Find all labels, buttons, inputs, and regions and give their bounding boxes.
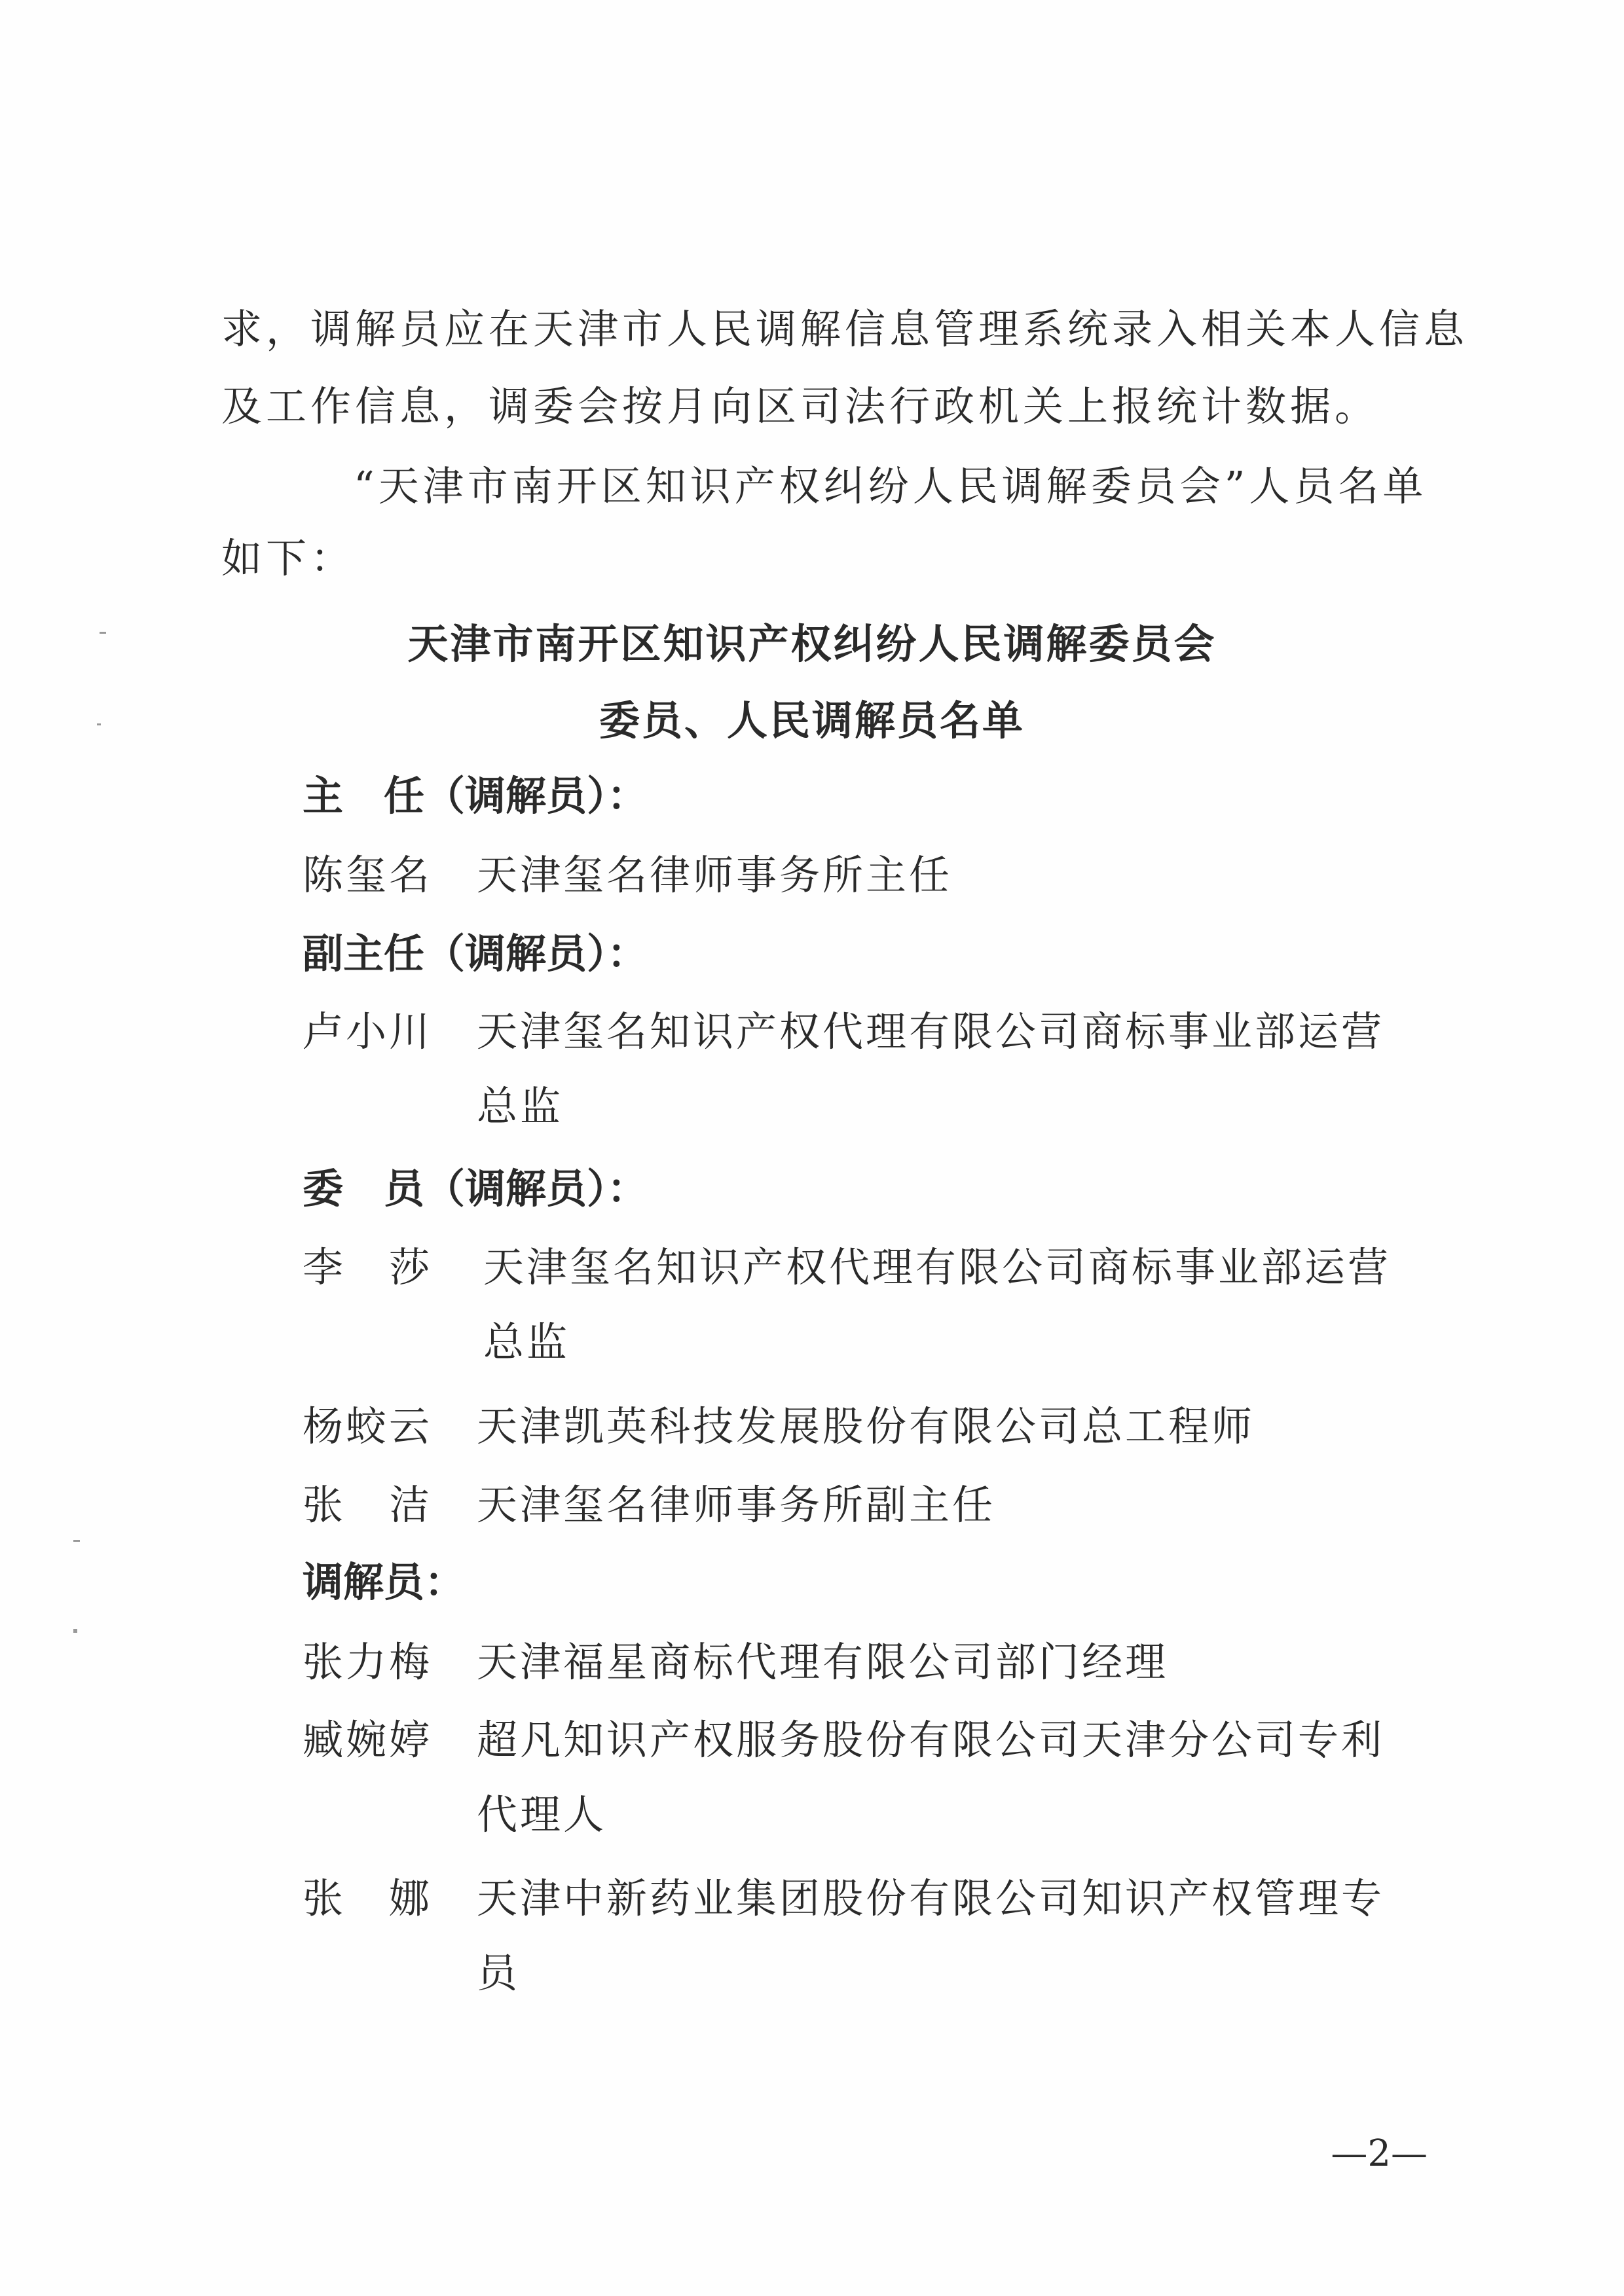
member-name: 陈玺名: [303, 851, 433, 899]
member-name: 卢小川: [303, 1008, 433, 1055]
member-name: 张力梅: [303, 1638, 433, 1686]
intro-line-1: 求，调解员应在天津市人民调解信息管理系统录入相关本人信息: [221, 305, 1469, 353]
list-title-line-2: 委员、人民调解员名单: [599, 697, 1025, 744]
member-title: 天津玺名知识产权代理有限公司商标事业部运营总监: [477, 1008, 1385, 1130]
scan-speck: [73, 1629, 77, 1633]
scan-speck: [100, 632, 106, 634]
page-number: —2—: [1331, 2132, 1428, 2175]
scan-speck: [97, 723, 101, 725]
intro-line-3: “天津市南开区知识产权纠纷人民调解委员会”人员名单: [354, 462, 1428, 510]
section-heading-deputy: 副主任（调解员）：: [303, 930, 648, 977]
section-heading-mediators: 调解员：: [303, 1558, 466, 1606]
member-name: 张 娜: [303, 1874, 433, 1922]
member-title: 天津玺名律师事务所副主任: [477, 1481, 996, 1529]
member-name: 李 莎: [303, 1243, 433, 1291]
intro-line-4: 如下：: [221, 534, 356, 582]
member-name: 臧婉婷: [303, 1716, 433, 1764]
intro-line-2: 及工作信息，调委会按月向区司法行政机关上报统计数据。: [221, 382, 1380, 430]
member-title: 天津福星商标代理有限公司部门经理: [477, 1638, 1169, 1686]
member-title: 天津玺名律师事务所主任: [477, 851, 953, 899]
section-heading-committee: 委 员（调解员）：: [303, 1165, 648, 1212]
member-title: 天津中新药业集团股份有限公司知识产权管理专员: [477, 1874, 1385, 1997]
member-title: 超凡知识产权服务股份有限公司天津分公司专利代理人: [477, 1716, 1385, 1838]
member-name: 杨蛟云: [303, 1402, 433, 1450]
list-title-line-1: 天津市南开区知识产权纠纷人民调解委员会: [407, 620, 1217, 668]
member-name: 张 洁: [303, 1481, 433, 1529]
scan-speck: [73, 1540, 80, 1542]
member-title: 天津凯英科技发展股份有限公司总工程师: [477, 1402, 1255, 1450]
section-heading-director: 主 任（调解员）：: [303, 772, 648, 820]
member-title: 天津玺名知识产权代理有限公司商标事业部运营总监: [483, 1243, 1392, 1366]
